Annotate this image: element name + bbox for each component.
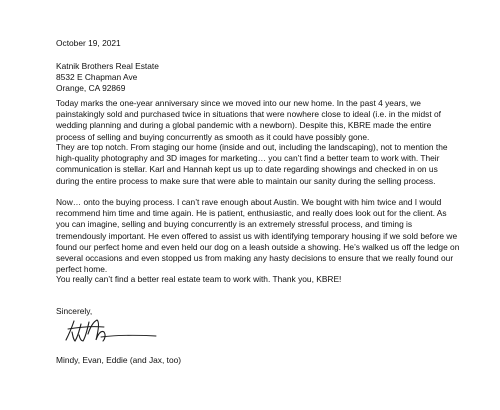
paragraph-buying: Now… onto the buying process. I can’t rave enough about Austin. We bought with him twice and I would recommend him time and time again. He is patient, enthusiastic, and really does look out for the client. As you can imagine, selling and buying concurrently is an extremely stressful process, and timing is tremendously important. He even offered to assist us with identifying temporary housing if we sold before we found our perfect home and even held our dog on a leash outside a showing. He’s walked us off the ledge on several occasions and even stopped us from making any hasty decisions to ensure that we really found our perfect home.	[56, 197, 460, 275]
handwritten-signature	[60, 316, 160, 346]
recipient-name: Katnik Brothers Real Estate	[56, 61, 159, 71]
letter-date: October 19, 2021	[56, 38, 121, 48]
recipient-city: Orange, CA 92869	[56, 83, 126, 94]
recipient-address	[56, 61, 159, 95]
paragraph-selling: They are top notch. From staging our home (inside and out, including the landscaping), not to mention the high-quality photography and 3D images for marketing… you can’t find a better team to work with. Their communication is stellar. Karl and Hannah kept us up to date regarding showings and checked in on us during the entire process to make sure that were able to maintain our sanity during the selling process.	[56, 142, 448, 186]
closing-salutation: Sincerely,	[56, 306, 93, 316]
paragraph-thanks: You really can’t find a better real estate team to work with. Thank you, KBRE!	[56, 274, 342, 284]
signer-names: Mindy, Evan, Eddie (and Jax, too)	[56, 355, 182, 365]
recipient-street: 8532 E Chapman Ave	[56, 72, 138, 83]
paragraph-anniversary: Today marks the one-year anniversary since we moved into our new home. In the past 4 years, we painstakingly sold and purchased twice in situations that were nowhere close to ideal (i.e. in the midst of wedding planning and during a global pandemic with a newborn). Despite this, KBRE made the entire process of selling and buying concurrently as smooth as it could have possibly gone.	[56, 98, 441, 142]
